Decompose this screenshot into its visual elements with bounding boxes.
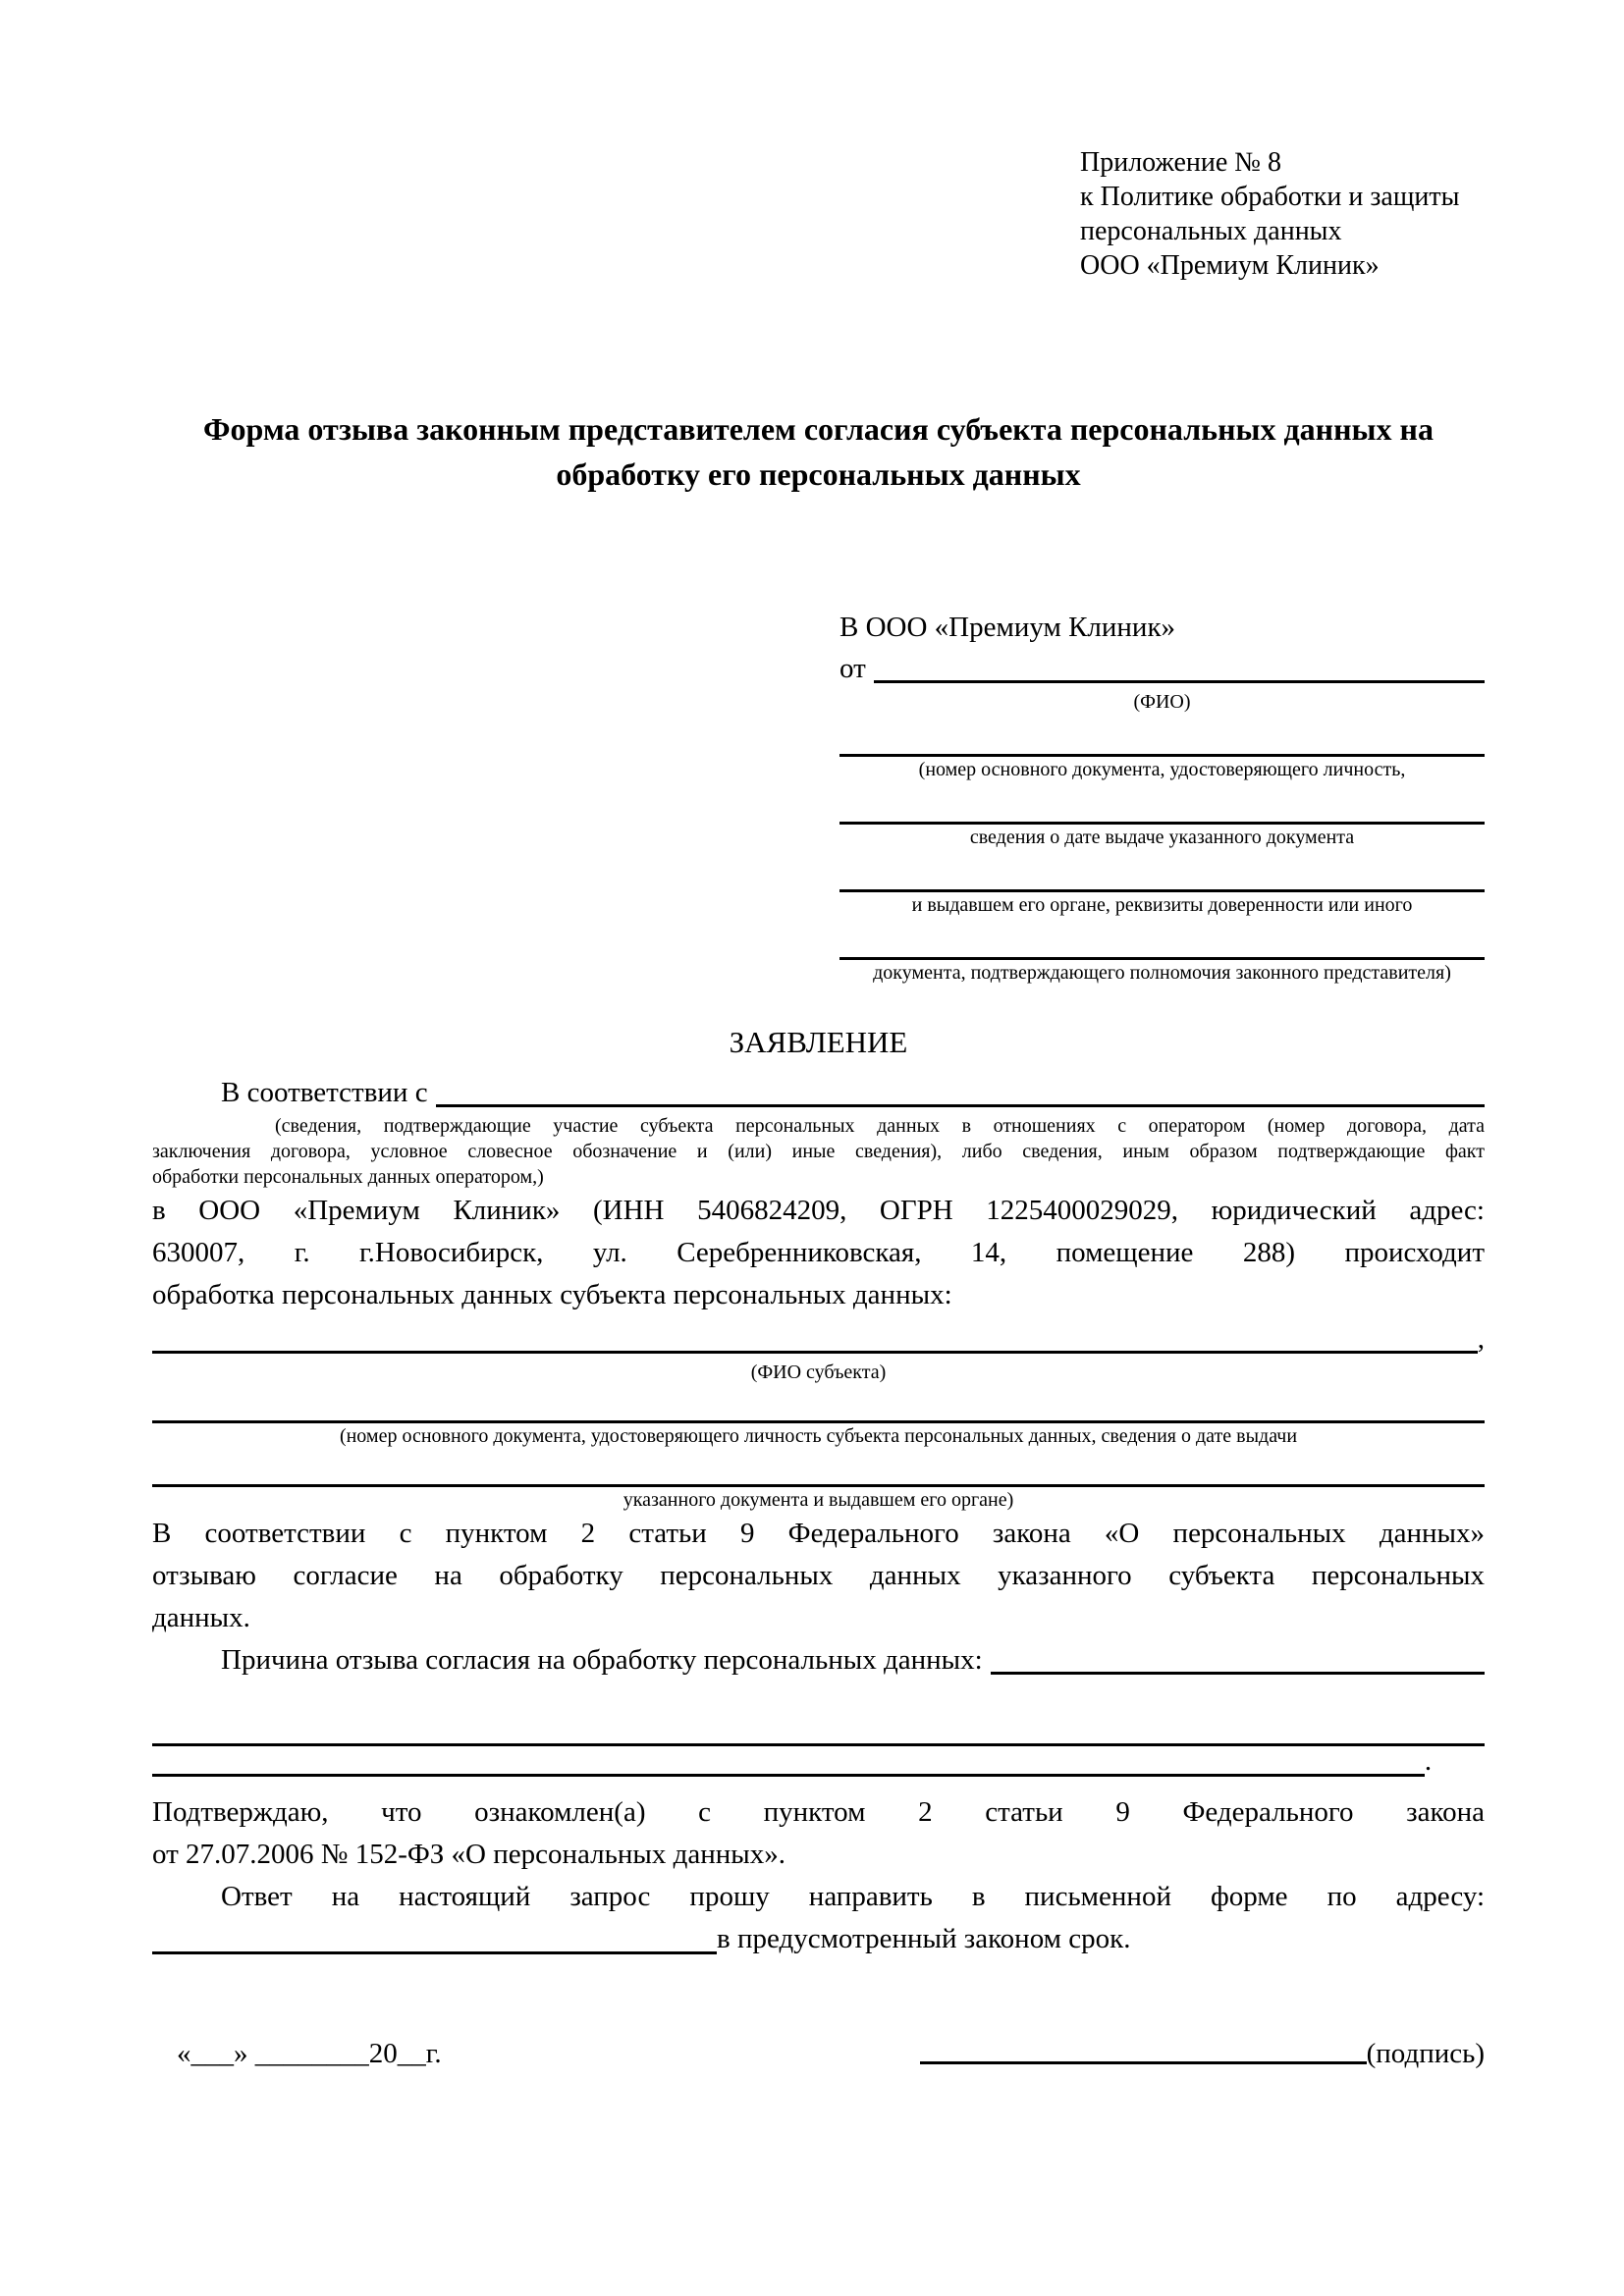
reply-paragraph: Ответ на настоящий запрос прошу направить в письменной форме по адресу: <box>221 1881 1485 1912</box>
from-blank-line <box>874 680 1485 683</box>
addressee-block <box>839 607 1485 986</box>
intro-line <box>152 1072 1485 1113</box>
operator-paragraph-line-2: 630007, г. г.Новосибирск, ул. Серебренниковская, 14, помещение 288) происходит <box>152 1237 1485 1268</box>
reply-suffix: в предусмотренный законом срок. <box>717 1923 1131 1954</box>
subject-line-comma: , <box>1477 1323 1485 1355</box>
appendix-line-1: Приложение № 8 <box>1080 147 1281 178</box>
representative-doc-caption: документа, подтверждающего полномочия законного представителя) <box>873 962 1451 984</box>
reason-line-period: . <box>1424 1745 1433 1777</box>
doc-number-blank-line <box>839 715 1485 757</box>
withdraw-paragraph-line-2: отзываю согласие на обработку персональных данных указанного субъекта персональных <box>152 1560 1485 1591</box>
operator-paragraph-line-1: в ООО «Премиум Клиник» (ИНН 5406824209, ОГРН 1225400029029, юридический адрес: <box>152 1195 1485 1226</box>
address-blank-line <box>152 1951 717 1954</box>
reason-blank-inline <box>991 1672 1485 1675</box>
doc-issuer-blank-line <box>839 850 1485 892</box>
signature-blank-line <box>920 2061 1367 2064</box>
appendix-header <box>1080 145 1485 283</box>
signature-group <box>920 2038 1485 2070</box>
intro-caption-line-1: (сведения, подтверждающие участие субъекта персональных данных в отношениях с оператором (номер договора, дата <box>275 1115 1485 1137</box>
fio-caption: (ФИО) <box>1133 691 1191 713</box>
confirm-paragraph-line-1: Подтверждаю, что ознакомлен(а) с пунктом 2 статьи 9 Федерального закона <box>152 1796 1485 1828</box>
intro-label: В соответствии с <box>221 1077 428 1108</box>
appendix-line-4: ООО «Премиум Клиник» <box>1080 250 1380 281</box>
doc-date-caption: сведения о дате выдаче указанного документа <box>969 827 1355 848</box>
statement-heading: ЗАЯВЛЕНИЕ <box>729 1025 908 1059</box>
doc-issuer-caption: и выдавшем его органе, реквизиты доверенности или иного <box>911 894 1413 916</box>
subject-doc-blank-line-2 <box>152 1449 1485 1487</box>
subject-fio-caption: (ФИО субъекта) <box>750 1362 887 1383</box>
addressee-organization: В ООО «Премиум Клиник» <box>839 612 1176 643</box>
intro-caption-line-3: обработки персональных данных оператором,) <box>152 1166 544 1188</box>
from-label: от <box>839 653 866 684</box>
subject-doc-caption-1: (номер основного документа, удостоверяющего личность субъекта персональных данных, сведения о дате выдачи <box>339 1425 1298 1447</box>
representative-doc-blank-line <box>839 918 1485 960</box>
doc-date-blank-line <box>839 782 1485 825</box>
document-title: Форма отзыва законным представителем согласия субъекта персональных данных на обработку его персональных данных <box>203 411 1434 492</box>
reason-line <box>152 1639 1485 1681</box>
intro-blank-line <box>436 1104 1485 1107</box>
appendix-line-3: персональных данных <box>1080 216 1342 246</box>
appendix-line-2: к Политике обработки и защиты <box>1080 182 1460 212</box>
date-line: «___» ________20__г. <box>177 2038 442 2069</box>
withdraw-paragraph-line-1: В соответствии с пунктом 2 статьи 9 Федерального закона «О персональных данных» <box>152 1518 1485 1549</box>
reason-blank-line-2-row <box>152 1745 1485 1782</box>
footer-row <box>152 2038 1485 2070</box>
reply-address-line <box>152 1918 1485 1959</box>
subject-doc-caption-2: указанного документа и выдавшем его органе) <box>623 1489 1014 1511</box>
subject-fio-line <box>152 1318 1485 1360</box>
from-line <box>839 648 1485 689</box>
confirm-paragraph-line-2: от 27.07.2006 № 152-ФЗ «О персональных данных». <box>152 1839 786 1870</box>
operator-paragraph-line-3: обработка персональных данных субъекта персональных данных: <box>152 1279 952 1310</box>
doc-number-caption: (номер основного документа, удостоверяющего личность, <box>918 759 1406 780</box>
subject-doc-blank-line-1 <box>152 1385 1485 1423</box>
reason-blank-line-1 <box>152 1712 1485 1746</box>
reason-label: Причина отзыва согласия на обработку персональных данных: <box>221 1644 983 1676</box>
withdraw-paragraph-line-3: данных. <box>152 1602 250 1633</box>
signature-caption: (подпись) <box>1366 2038 1485 2069</box>
subject-fio-blank-line <box>152 1351 1478 1354</box>
intro-caption-line-2: заключения договора, условное словесное обозначение и (или) иные сведения), либо сведения, иным образом подтверждающие факт <box>152 1141 1485 1162</box>
reason-blank-line-2 <box>152 1774 1425 1777</box>
